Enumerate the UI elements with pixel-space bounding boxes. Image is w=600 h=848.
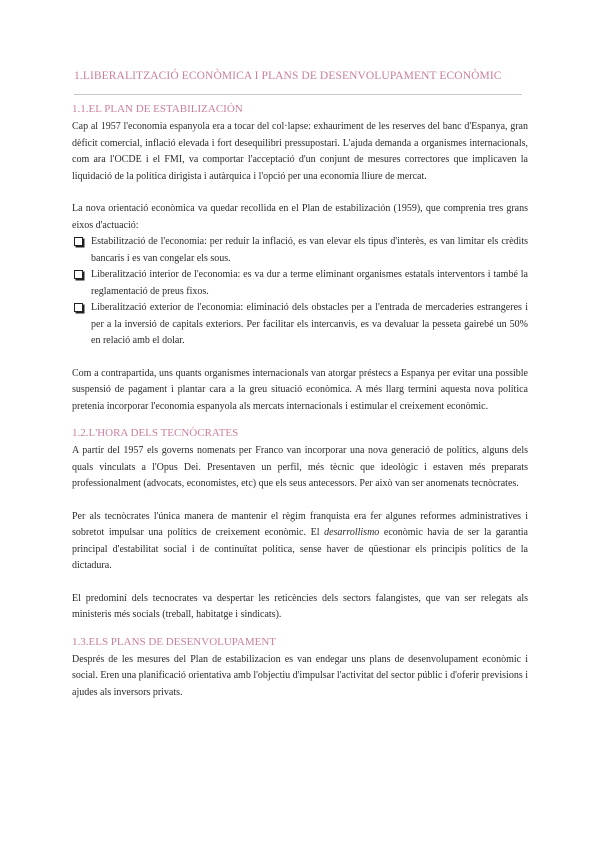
- paragraph: Com a contrapartida, uns quants organismes internacionals van atorgar préstecs a Espanya per evitar una possible suspensió de pagament i plantar cara a la greu situació econòmica. A més llarg termini aquesta nova política pretenia incorporar l'economia espanyola als mercats internacionals i estimular el creixement econòmic.: [72, 367, 528, 412]
- section-heading-1-2: 1.2.L'HORA DELS TECNÒCRATES: [72, 427, 239, 439]
- checkbox-bullet-icon: [74, 303, 83, 312]
- paragraph: Cap al 1957 l'economia espanyola era a tocar del col·lapse: exhauriment de les reserves del banc d'Espanya, gran dèficit comercial, inflació elevada i fort desequilibri pressupostari. L'ajuda demanda a organismes internacionals, com ara l'OCDE i el FMI, va comportar l'acceptació d'un conjunt de mesures correctores que implicaven la liquidació de la política dirigista i autàrquica i l'opció per una economia lliure de mercat.: [72, 121, 528, 182]
- paragraph: Després de les mesures del Plan de estabilizacion es van endegar uns plans de desenvolupament econòmic i social. Eren una planificació orientativa amb l'objectiu d'impulsar l'activitat del sector públic i d'oferir previsions i ajudes als inversors privats.: [72, 653, 528, 698]
- list-item: Estabilització de l'economia: per reduir la inflació, es van elevar els tipus d'interès, es van limitar els crèdits bancaris i es van congelar els sous.: [72, 234, 528, 267]
- checkbox-list: [72, 234, 528, 350]
- list-item: Liberalització exterior de l'economia: eliminació dels obstacles per a l'entrada de mercaderies estrangeres i per a la inversió de capitals exteriors. Per facilitar els intercanvis, es va devaluar la pesseta gairebé un 50% en relació amb el dolar.: [72, 300, 528, 350]
- paragraph: El predominí dels tecnocrates va despertar les reticències dels sectors falangistes, que van ser relegats als ministeris més socials (treball, habitatge i sindicats).: [72, 592, 528, 620]
- list-item: Liberalització interior de l'economia: es va dur a terme eliminant organismes estatals interventors i també la reglamentació de preus fixos.: [72, 267, 528, 300]
- checkbox-bullet-icon: [74, 237, 83, 246]
- paragraph: A partir del 1957 els governs nomenats per Franco van incorporar una nova generació de polítics, alguns dels quals vinculats a l'Opus Dei. Presentaven un perfil, més tècnic que ideològic i estaven més preparats professionalment (advocats, economistes, etc) que els seus antecessors. Per això van ser anomenats tecnòcrates.: [72, 445, 528, 489]
- checkbox-bullet-icon: [74, 270, 83, 279]
- italic-term: desarrollismo: [324, 527, 380, 538]
- section-heading-1-3: 1.3.ELS PLANS DE DESENVOLUPAMENT: [72, 635, 277, 648]
- paragraph: La nova orientació econòmica va quedar recollida en el Plan de estabilización (1959), que comprenia tres grans eixos d'actuació:: [72, 203, 528, 231]
- title-divider: [74, 94, 522, 95]
- document-title: 1.LIBERALITZACIÓ ECONÒMICA I PLANS DE DESENVOLUPAMENT ECONÒMIC: [74, 70, 502, 82]
- paragraph: Per als tecnòcrates l'única manera de mantenir el règim franquista era fer algunes reformes administratives i sobretot impulsar una polítics de creixement econòmic. El desarrollismo econòmic havia de ser la garantia principal d'estabilitat social i de continuïtat política, sense haver de qüestionar els principis polítics de la dictadura.: [72, 510, 528, 571]
- section-heading-1-1: 1.1.EL PLAN DE ESTABILIZACIÓN: [72, 103, 243, 115]
